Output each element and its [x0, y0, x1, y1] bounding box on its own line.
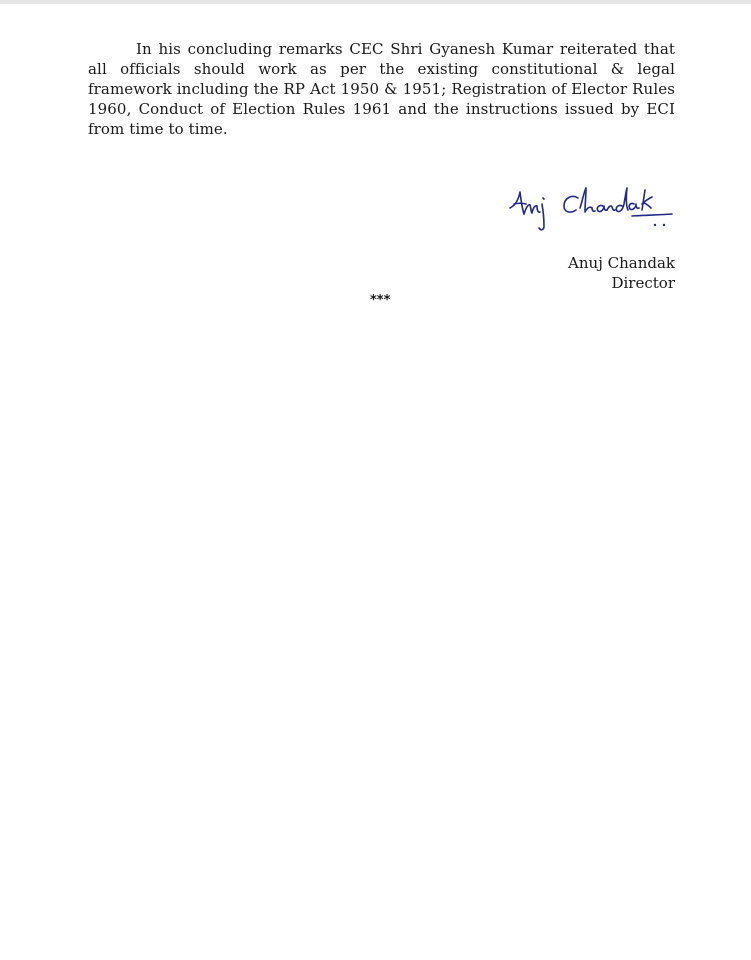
concluding-remarks-paragraph: In his concluding remarks CEC Shri Gyanesh Kumar reiterated that all officials should work as per the existing constitutional & legal framework including the RP Act 1950 & 1951; Registration of Elector Rules 1960, Conduct of Election Rules 1961 and the instructions issued by ECI from time to time.: [88, 40, 675, 138]
end-of-document-mark: ***: [370, 293, 391, 308]
signatory-name: Anuj Chandak: [568, 254, 675, 272]
handwritten-signature: [508, 178, 676, 236]
page-top-edge: [0, 0, 751, 4]
signatory-title: Director: [611, 274, 675, 292]
